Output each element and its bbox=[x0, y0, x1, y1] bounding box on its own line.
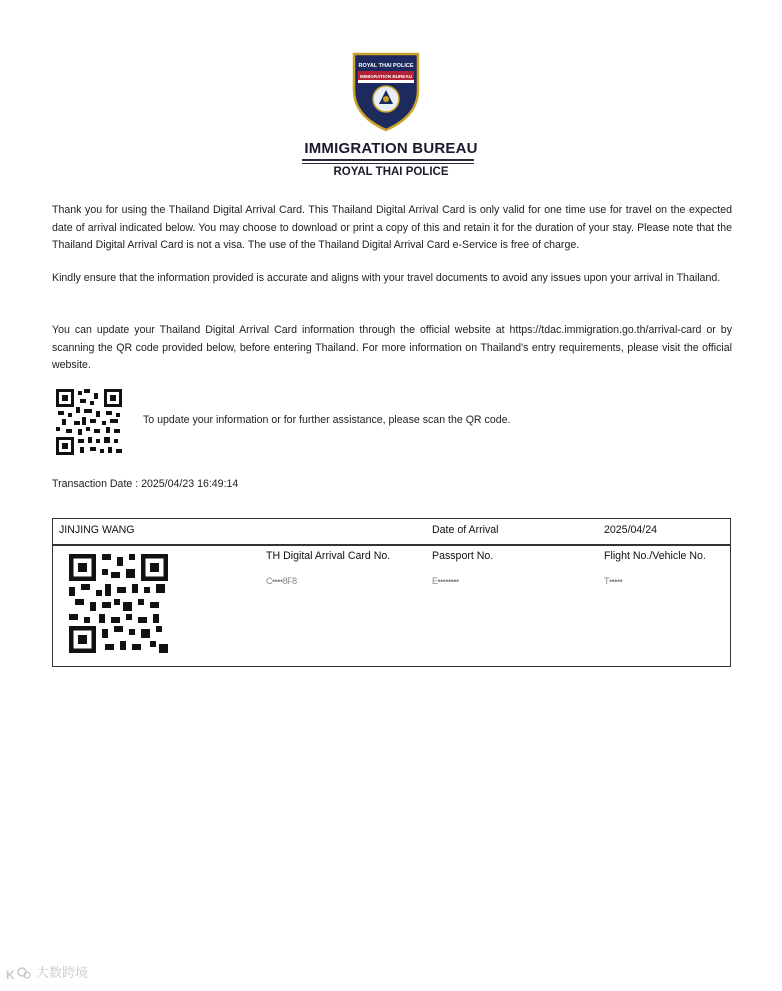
tdac-number-value: C••••8F8 bbox=[266, 576, 297, 586]
card-divider bbox=[53, 544, 730, 546]
intro-paragraph: Thank you for using the Thailand Digital Arrival Card. This Thailand Digital Arrival Card is only valid for one time use for travel on the expected date of arrival indicated below. You may choose to download or print a copy of this and retain it for the duration of your stay. Please note that the Thailand Digital Arrival Card is not a visa. The use of the Thailand Digital Arrival Card e-Service is free of charge. bbox=[52, 204, 732, 251]
title-underline-thin bbox=[302, 163, 474, 164]
svg-text:K: K bbox=[6, 967, 15, 981]
watermark-logo-icon bbox=[6, 967, 32, 981]
arrival-date-value: 2025/04/24 bbox=[604, 524, 658, 536]
arrival-card-qr-code[interactable] bbox=[69, 554, 168, 653]
flight-number-label: Flight No./Vehicle No. bbox=[604, 550, 706, 562]
flight-number-value: T••••• bbox=[604, 576, 623, 586]
arrival-card-box bbox=[52, 518, 731, 667]
passport-number-value: E•••••••• bbox=[432, 576, 459, 586]
qr-instruction: To update your information or for further assistance, please scan the QR code. bbox=[143, 414, 511, 426]
arrival-date-label: Date of Arrival bbox=[432, 524, 499, 536]
title-underline bbox=[302, 159, 474, 161]
watermark bbox=[6, 962, 88, 981]
watermark-text: 大数跨境 bbox=[36, 965, 89, 980]
traveler-name: JINJING WANG bbox=[59, 524, 135, 536]
page-title: IMMIGRATION BUREAU bbox=[304, 140, 478, 157]
tdac-number-label: TH Digital Arrival Card No. bbox=[266, 550, 391, 562]
emblem-top-text: ROYAL THAI POLICE bbox=[358, 63, 414, 69]
accuracy-paragraph: Kindly ensure that the information provided is accurate and aligns with your travel documents to avoid any issues upon your arrival in Thailand. bbox=[52, 272, 721, 284]
transaction-date: Transaction Date : 2025/04/23 16:49:14 bbox=[52, 478, 239, 490]
update-qr-code[interactable] bbox=[56, 389, 122, 455]
update-paragraph: You can update your Thailand Digital Arrival Card information through the official website at https://tdac.immigration.go.th/arrival-card or by scanning the QR code provided below, before entering Thailand. For more information on Thailand's entry requirements, please visit the official website. bbox=[52, 324, 732, 371]
emblem-band-text: IMMIGRATION BUREAU bbox=[360, 74, 412, 79]
passport-number-label: Passport No. bbox=[432, 550, 494, 562]
page-subtitle: ROYAL THAI POLICE bbox=[333, 166, 449, 178]
police-shield-emblem bbox=[350, 50, 422, 132]
